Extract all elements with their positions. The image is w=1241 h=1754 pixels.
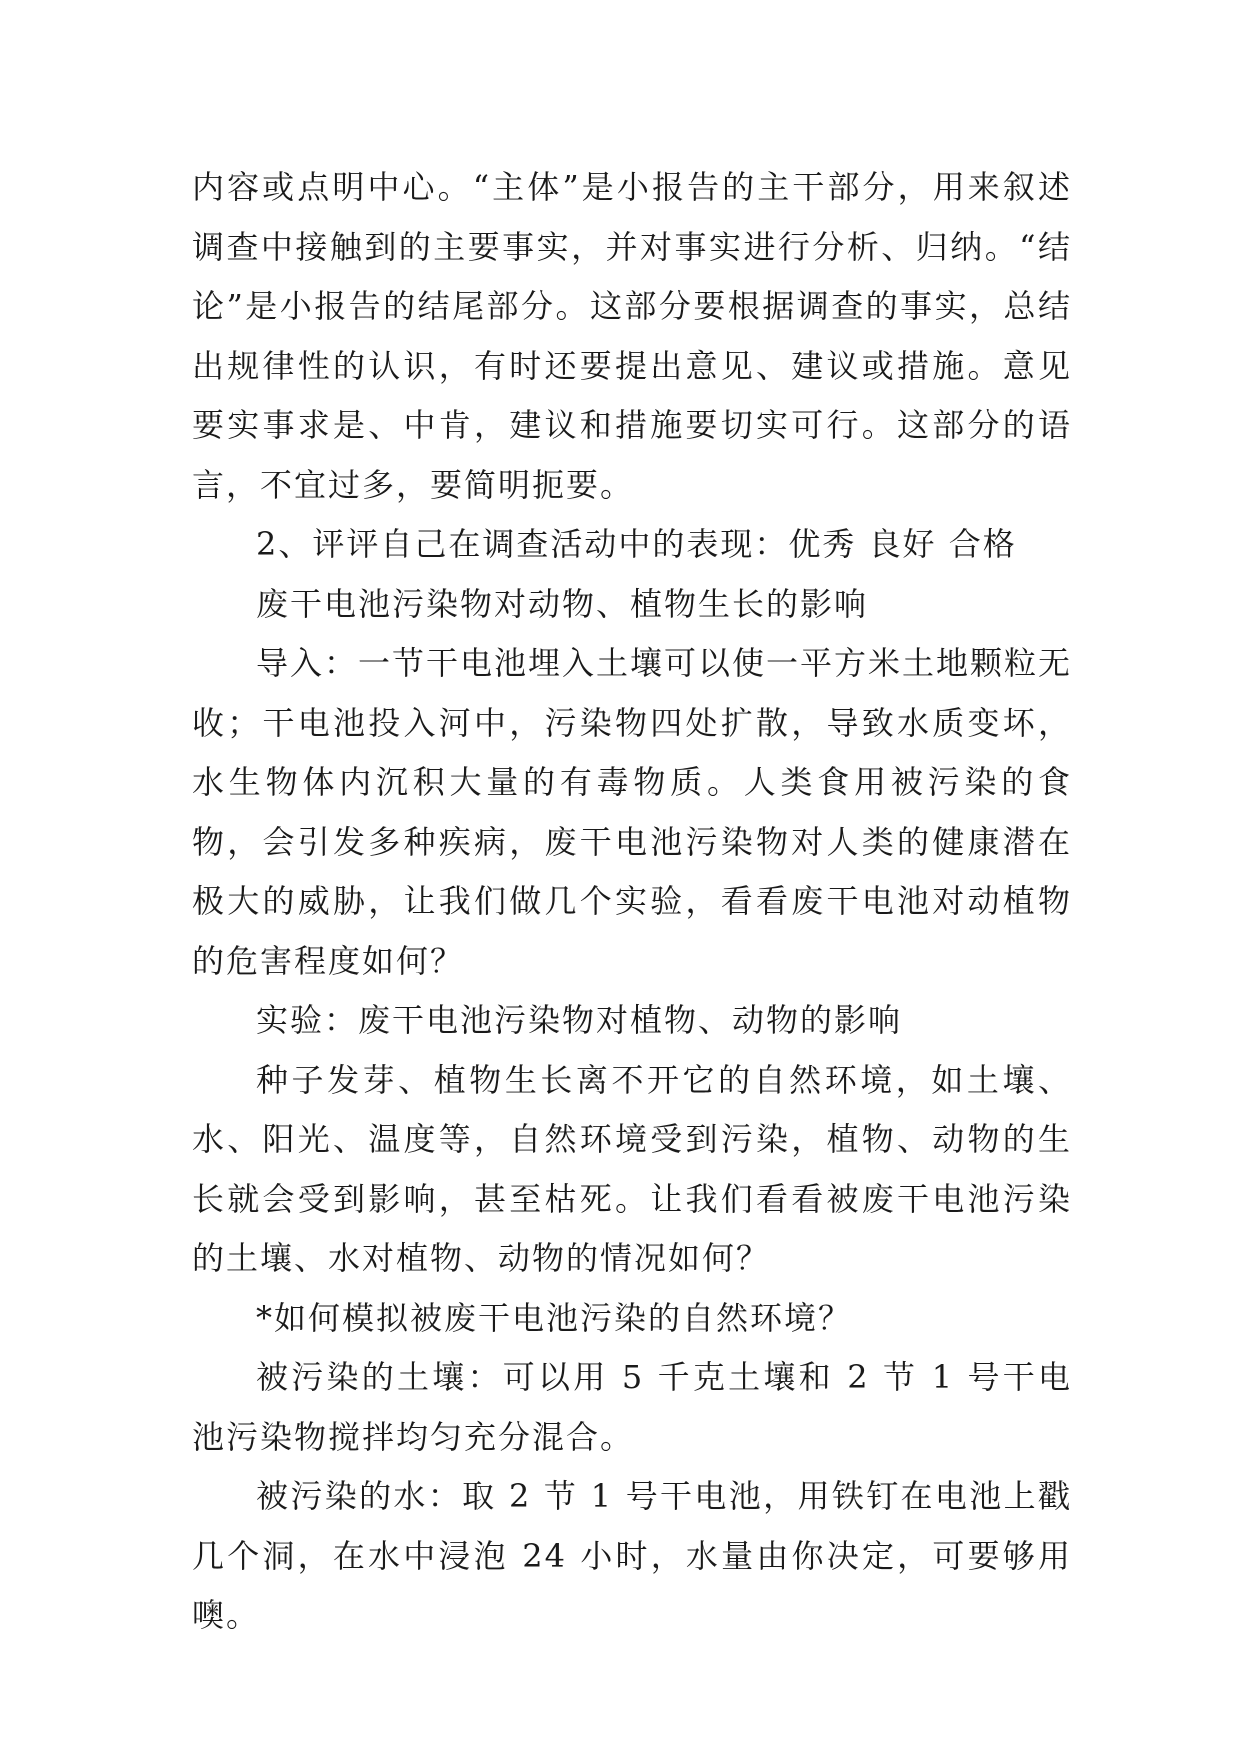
paragraph-self-evaluation: 2、评评自己在调查活动中的表现：优秀 良好 合格 [256, 525, 1017, 563]
section-heading-battery-pollution: 废干电池污染物对动物、植物生长的影响 [256, 584, 869, 623]
paragraph-simulation-question: *如何模拟被废干电池污染的自然环境？ [256, 1298, 853, 1337]
paragraph-environment: 种子发芽、植物生长离不开它的自然环境，如土壤、水、阳光、温度等，自然环境受到污染，植物、动物的生长就会受到影响，甚至枯死。让我们看看被废干电池污染的土壤、水对植物、动物的情况如何？ [192, 1060, 1072, 1277]
paragraph-experiment-title: 实验：废干电池污染物对植物、动物的影响 [256, 1001, 903, 1039]
paragraph-introduction: 导入：一节干电池埋入土壤可以使一平方米土地颗粒无收；干电池投入河中，污染物四处扩散，导致水质变坏，水生物体内沉积大量的有毒物质。人类食用被污染的食物，会引发多种疾病，废干电池污染物对人类的健康潜在极大的威胁，让我们做几个实验，看看废干电池对动植物的危害程度如何？ [192, 644, 1073, 980]
document-body [192, 158, 1072, 1646]
paragraph-polluted-water: 被污染的水：取 2 节 1 号干电池，用铁钉在电池上戳几个洞，在水中浸泡 24 小时，水量由你决定，可要够用噢。 [192, 1477, 1072, 1634]
paragraph-polluted-soil: 被污染的土壤：可以用 5 千克土壤和 2 节 1 号干电池污染物搅拌均匀充分混合。 [192, 1358, 1072, 1456]
paragraph-report-structure: 内容或点明中心。“主体”是小报告的主干部分，用来叙述调查中接触到的主要事实，并对事实进行分析、归纳。“结论”是小报告的结尾部分。这部分要根据调查的事实，总结出规律性的认识，有时还要提出意见、建议或措施。意见要实事求是、中肯，建议和措施要切实可行。这部分的语言，不宜过多，要简明扼要。 [192, 168, 1072, 504]
